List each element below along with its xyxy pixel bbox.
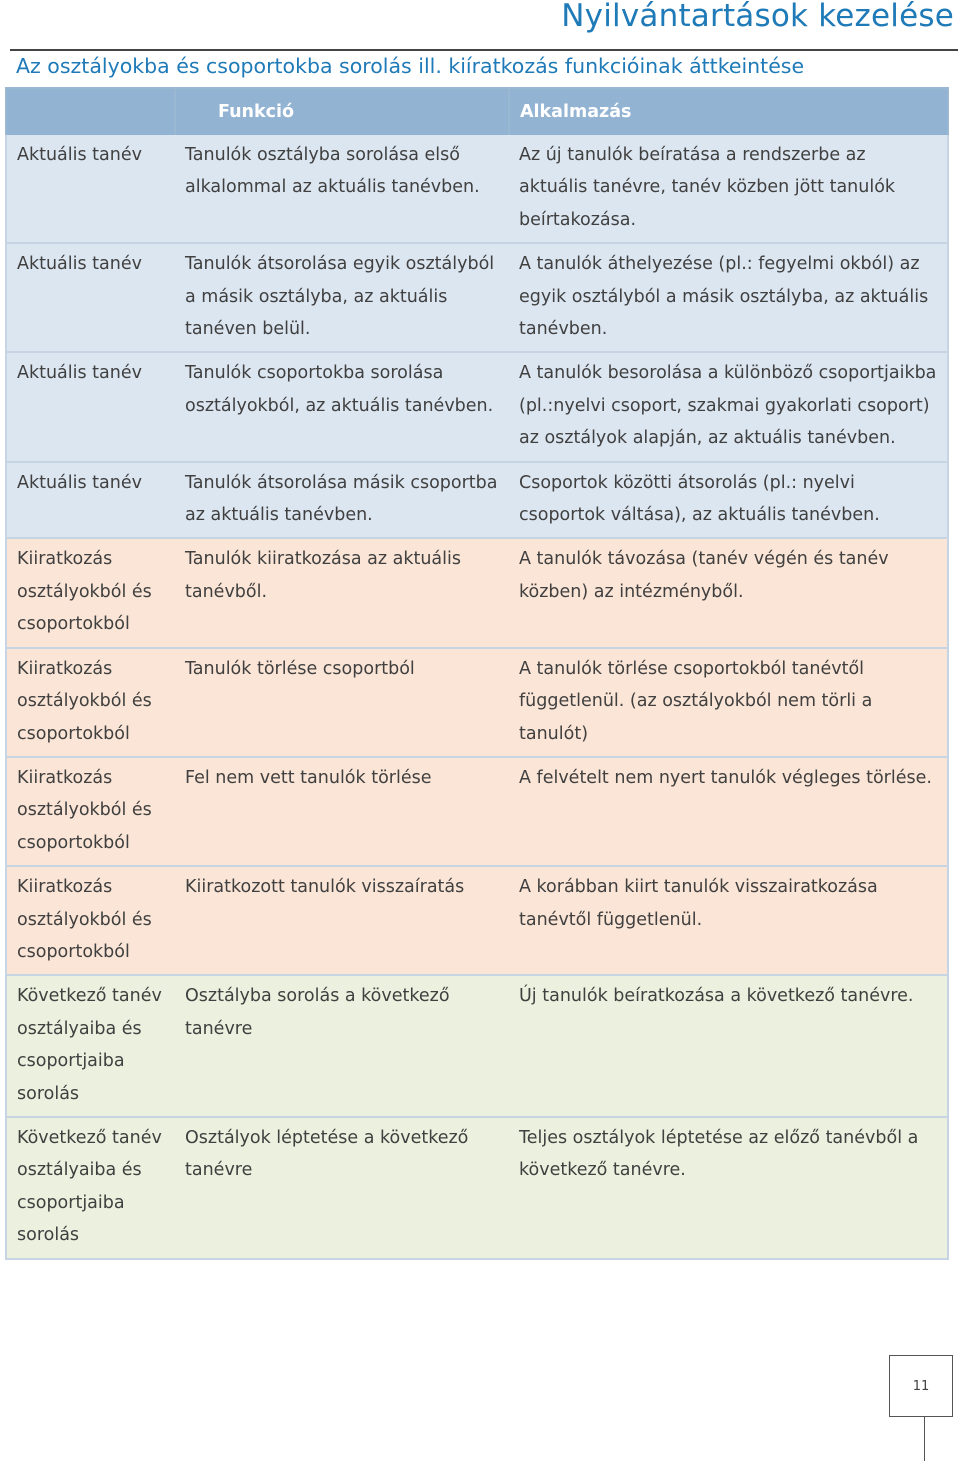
row-category: Kiiratkozás osztályokból és csoportokból (6, 648, 175, 757)
table-header-row (6, 88, 948, 135)
column-header-category (6, 88, 175, 135)
row-category: Aktuális tanév (6, 462, 175, 539)
row-usage: Teljes osztályok léptetése az előző tanévből a következő tanévre. (509, 1117, 948, 1259)
row-usage: A tanulók törlése csoportokból tanévtől függetlenül. (az osztályokból nem törli a tanulót) (509, 648, 948, 757)
table-row (6, 866, 948, 975)
row-category: Következő tanév osztályaiba és csoportjaiba sorolás (6, 975, 175, 1117)
table-row (6, 975, 948, 1117)
functions-table-container (5, 87, 947, 1260)
row-function: Kiiratkozott tanulók visszaíratás (175, 866, 509, 975)
row-function: Osztályba sorolás a következő tanévre (175, 975, 509, 1117)
table-row (6, 352, 948, 461)
row-usage: A korábban kiirt tanulók visszairatkozása tanévtől függetlenül. (509, 866, 948, 975)
page-header-title: Nyilvántartások kezelése (561, 0, 954, 34)
page-number-line (924, 1417, 925, 1461)
row-category: Aktuális tanév (6, 243, 175, 352)
row-category: Kiiratkozás osztályokból és csoportokból (6, 757, 175, 866)
row-usage: A felvételt nem nyert tanulók végleges törlése. (509, 757, 948, 866)
row-function: Tanulók osztályba sorolása első alkalommal az aktuális tanévben. (175, 135, 509, 243)
table-row (6, 1117, 948, 1259)
row-usage: A tanulók besorolása a különböző csoportjaikba (pl.:nyelvi csoport, szakmai gyakorlati csoport) az osztályok alapján, az aktuális tanévben. (509, 352, 948, 461)
section-subtitle: Az osztályokba és csoportokba sorolás ill. kiíratkozás funkcióinak áttkeintése (16, 54, 805, 78)
row-category: Kiiratkozás osztályokból és csoportokból (6, 866, 175, 975)
row-category: Kiiratkozás osztályokból és csoportokból (6, 538, 175, 647)
table-row (6, 648, 948, 757)
header-divider (10, 49, 958, 51)
row-category: Aktuális tanév (6, 135, 175, 243)
row-usage: A tanulók áthelyezése (pl.: fegyelmi okból) az egyik osztályból a másik osztályba, az aktuális tanévben. (509, 243, 948, 352)
table-row (6, 462, 948, 539)
row-usage: Csoportok közötti átsorolás (pl.: nyelvi csoportok váltása), az aktuális tanévben. (509, 462, 948, 539)
table-row (6, 135, 948, 243)
page-number: 11 (889, 1355, 953, 1417)
column-header-function: Funkció (175, 88, 509, 135)
row-category: Következő tanév osztályaiba és csoportjaiba sorolás (6, 1117, 175, 1259)
row-function: Tanulók kiiratkozása az aktuális tanévből. (175, 538, 509, 647)
row-usage: Az új tanulók beíratása a rendszerbe az aktuális tanévre, tanév közben jött tanulók beírtakozása. (509, 135, 948, 243)
row-category: Aktuális tanév (6, 352, 175, 461)
table-row (6, 243, 948, 352)
row-usage: Új tanulók beíratkozása a következő tanévre. (509, 975, 948, 1117)
row-function: Fel nem vett tanulók törlése (175, 757, 509, 866)
row-usage: A tanulók távozása (tanév végén és tanév közben) az intézményből. (509, 538, 948, 647)
row-function: Tanulók csoportokba sorolása osztályokból, az aktuális tanévben. (175, 352, 509, 461)
table-row (6, 538, 948, 647)
row-function: Tanulók átsorolása másik csoportba az aktuális tanévben. (175, 462, 509, 539)
row-function: Osztályok léptetése a következő tanévre (175, 1117, 509, 1259)
row-function: Tanulók törlése csoportból (175, 648, 509, 757)
table-row (6, 757, 948, 866)
functions-table (5, 87, 949, 1260)
column-header-usage: Alkalmazás (509, 88, 948, 135)
row-function: Tanulók átsorolása egyik osztályból a másik osztályba, az aktuális tanéven belül. (175, 243, 509, 352)
